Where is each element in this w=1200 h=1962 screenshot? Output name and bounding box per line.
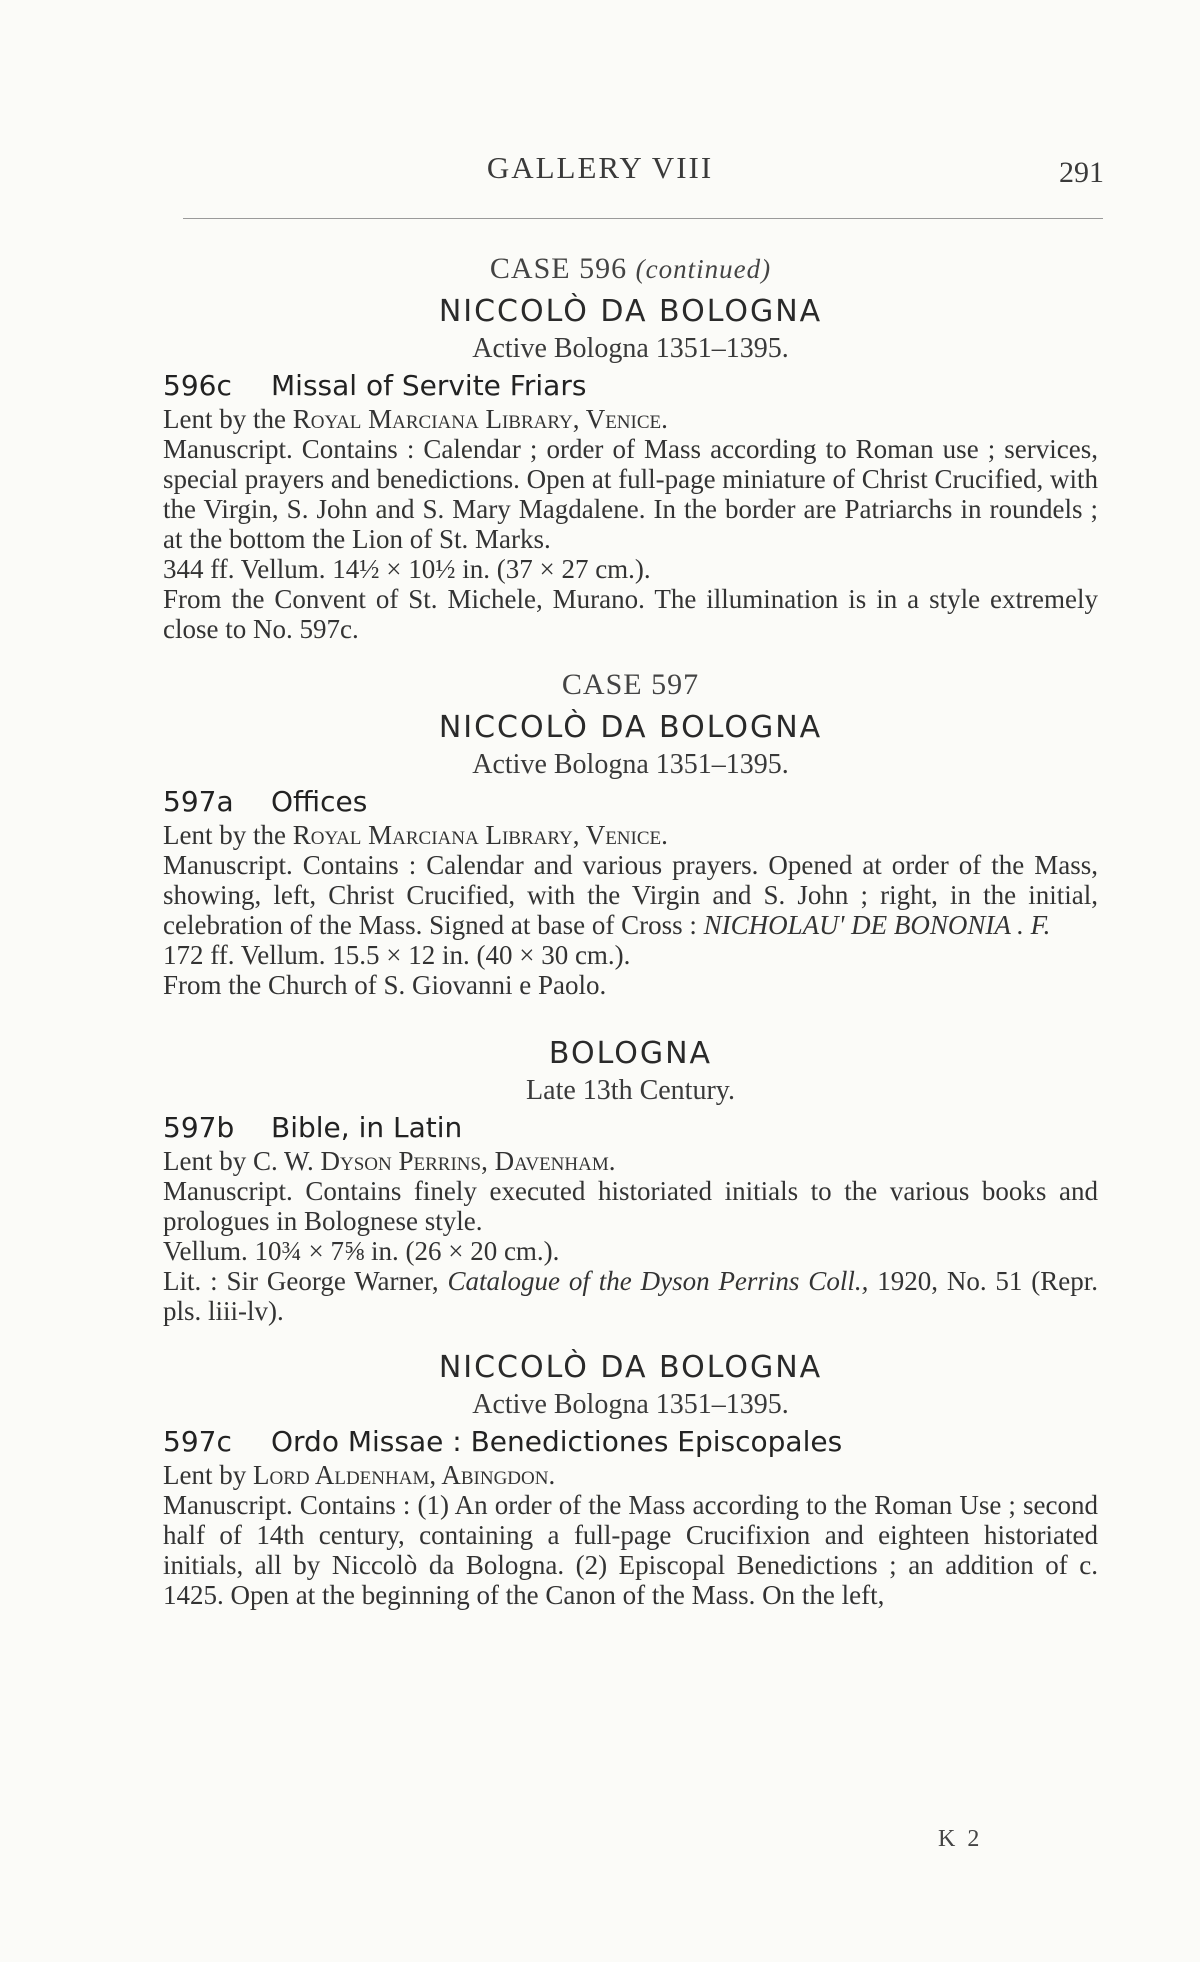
signature-inscription: NICHOLAU' DE BONONIA . F. — [703, 910, 1051, 940]
lender-line — [163, 404, 1098, 434]
artist-dates: Active Bologna 1351–1395. — [472, 1389, 789, 1420]
item-title-596c — [163, 368, 1098, 404]
lender-prefix: Lent by the — [163, 404, 286, 434]
artist-name: NICCOLÒ DA BOLOGNA — [438, 710, 823, 745]
item-title-597a — [163, 784, 1098, 820]
page-body — [163, 250, 1098, 1610]
item-title-597b — [163, 1110, 1098, 1146]
lender-name: Royal Marciana Library, Venice. — [292, 820, 668, 850]
lender-name: Lord Aldenham, Abingdon. — [252, 1460, 556, 1490]
item-literature — [163, 1266, 1098, 1326]
header-rule — [183, 218, 1103, 219]
item-number: 597c — [163, 1425, 232, 1458]
lender-prefix: Lent by the — [163, 820, 286, 850]
lender-line — [163, 820, 1098, 850]
lender-line — [163, 1146, 1098, 1176]
case-title: CASE 597 — [561, 668, 700, 701]
artist-name: NICCOLÒ DA BOLOGNA — [438, 294, 823, 329]
literature-suffix: 1920, No. 51 (Repr. pls. liii-lv). — [163, 1266, 1099, 1326]
item-physical: Vellum. 10¾ × 7⅝ in. (26 × 20 cm.). — [163, 1236, 560, 1266]
artist-dates: Late 13th Century. — [526, 1075, 735, 1106]
item-physical: 344 ff. Vellum. 14½ × 10½ in. (37 × 27 cm.). — [163, 554, 651, 584]
continued-label: (continued) — [635, 254, 772, 284]
item-number: 596c — [163, 369, 232, 402]
item-name: Missal of Servite Friars — [271, 369, 587, 402]
item-provenance: From the Church of S. Giovanni e Paolo. — [163, 970, 607, 1000]
running-title: GALLERY VIII — [486, 150, 714, 185]
lender-name: C. W. Dyson Perrins, Davenham. — [252, 1146, 616, 1176]
case-title: CASE 596 — [489, 252, 628, 285]
item-name: Bible, in Latin — [271, 1111, 463, 1144]
literature-title: Catalogue of the Dyson Perrins Coll., — [447, 1266, 869, 1296]
running-head — [0, 150, 1200, 190]
item-description: Manuscript. Contains : (1) An order of the Mass according to the Roman Use ; second half of 14th century, containing a full-page Crucifixion and eighteen historiated initials, all by Niccolò da Bologna. (2) Episcopal Benedictions ; an addition of c. 1425. Open at the beginning of the Canon of the Mass. On the left, — [163, 1490, 1098, 1610]
item-description: Manuscript. Contains finely executed historiated initials to the various books and prologues in Bolognese style. — [163, 1176, 1098, 1236]
description-text: Manuscript. Contains : Calendar and various prayers. Opened at order of the Mass, showing, left, Christ Crucified, with the Virgin and S. John ; right, in the initial, celebration of the Mass. Signed at base of Cross : — [163, 850, 1098, 940]
item-name: Ordo Missae : Benedictiones Episcopales — [271, 1425, 843, 1458]
artist-name: BOLOGNA — [548, 1036, 713, 1071]
item-name: Offices — [271, 785, 368, 818]
literature-prefix: Lit. : Sir George Warner, — [163, 1266, 439, 1296]
item-physical: 172 ff. Vellum. 15.5 × 12 in. (40 × 30 cm.). — [163, 940, 631, 970]
case-heading-596 — [163, 250, 1098, 288]
item-provenance: From the Convent of St. Michele, Murano. The illumination is in a style extremely close to No. 597c. — [163, 584, 1098, 644]
lender-line — [163, 1460, 1098, 1490]
item-description — [163, 850, 1098, 940]
item-title-597c — [163, 1424, 1098, 1460]
item-description: Manuscript. Contains : Calendar ; order of Mass according to Roman use ; services, special prayers and benedictions. Open at full-page miniature of Christ Crucified, with the Virgin, S. John and S. Mary Magdalene. In the border are Patriarchs in roundels ; at the bottom the Lion of St. Marks. — [163, 434, 1098, 554]
page-number: 291 — [1059, 156, 1104, 189]
lender-name: Royal Marciana Library, Venice. — [292, 404, 668, 434]
lender-prefix: Lent by — [163, 1146, 247, 1176]
signature-mark: K 2 — [938, 1826, 983, 1852]
item-number: 597b — [163, 1111, 235, 1144]
artist-dates: Active Bologna 1351–1395. — [472, 333, 789, 364]
item-number: 597a — [163, 785, 234, 818]
case-heading-597 — [163, 666, 1098, 704]
lender-prefix: Lent by — [163, 1460, 247, 1490]
artist-dates: Active Bologna 1351–1395. — [472, 749, 789, 780]
artist-name: NICCOLÒ DA BOLOGNA — [438, 1350, 823, 1385]
